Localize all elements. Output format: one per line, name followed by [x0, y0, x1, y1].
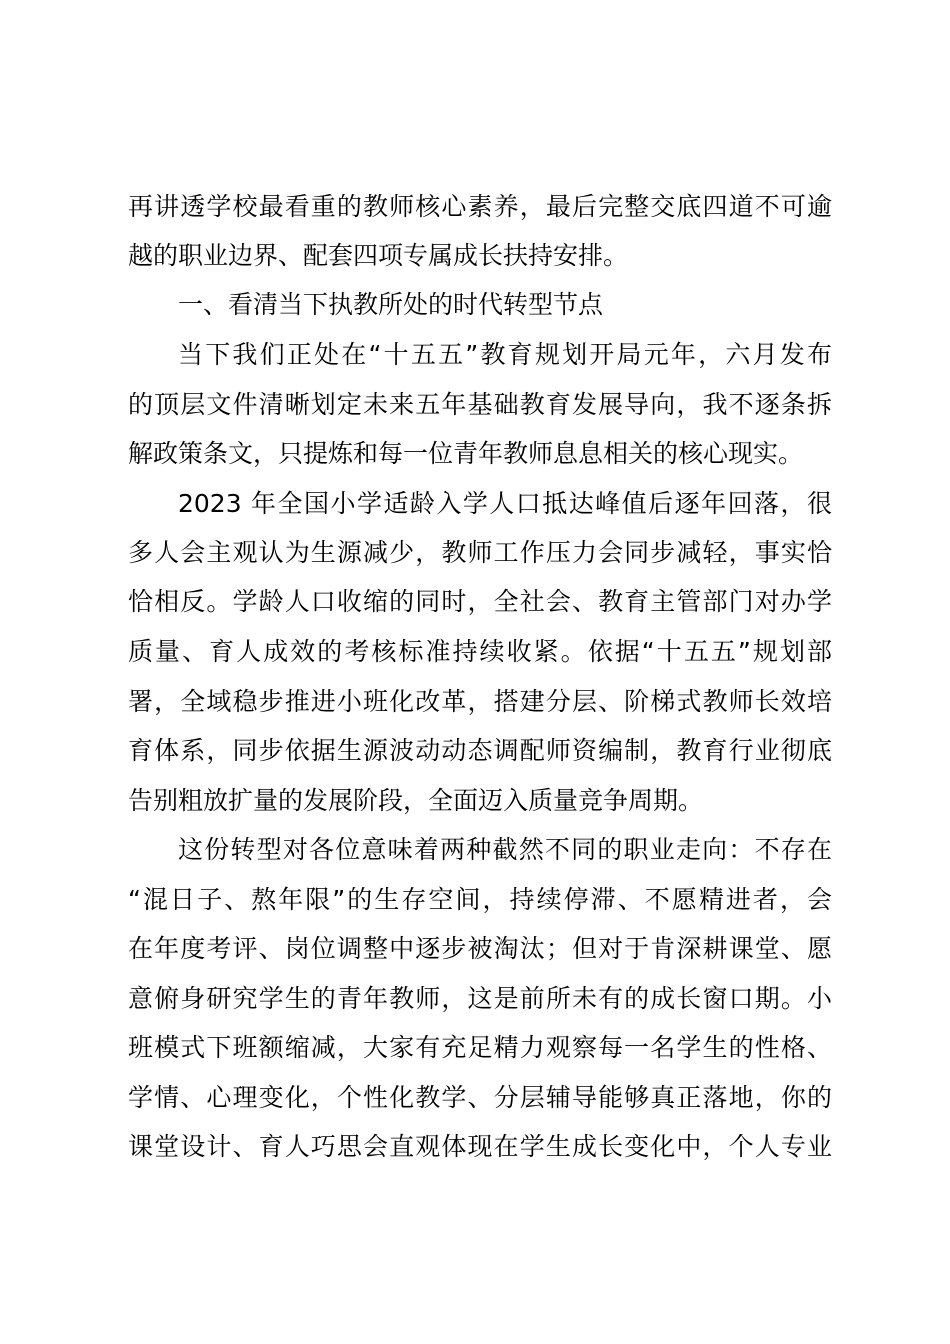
body-text-line: 越的职业边界、配套四项专属成长扶持安排。 — [128, 241, 629, 270]
body-text-line: 多人会主观认为生源减少，教师工作压力会同步减轻，事实恰 — [128, 538, 832, 567]
body-text-line: 育体系，同步依据生源波动动态调配师资编制，教育行业彻底 — [128, 736, 832, 765]
body-text-line: 在年度考评、岗位调整中逐步被淘汰；但对于肯深耕课堂、愿 — [128, 934, 832, 963]
body-text-line: 意俯身研究学生的青年教师，这是前所未有的成长窗口期。小 — [128, 984, 832, 1013]
section-heading: 一、看清当下执教所处的时代转型节点 — [178, 290, 604, 319]
body-text-line: 班模式下班额缩减，大家有充足精力观察每一名学生的性格、 — [128, 1033, 832, 1062]
body-text-line: 2023 年全国小学适龄入学人口抵达峰值后逐年回落，很 — [178, 489, 832, 518]
body-text-line: 恰相反。学龄人口收缩的同时，全社会、教育主管部门对办学 — [128, 587, 832, 616]
body-text-line: “混日子、熬年限”的生存空间，持续停滞、不愿精进者，会 — [128, 885, 832, 914]
body-text-line: 署，全域稳步推进小班化改革，搭建分层、阶梯式教师长效培 — [128, 687, 832, 716]
body-text-line: 学情、心理变化，个性化教学、分层辅导能够真正落地，你的 — [128, 1083, 832, 1112]
body-text-line: 再讲透学校最看重的教师核心素养，最后完整交底四道不可逾 — [128, 192, 832, 221]
body-text-line: 这份转型对各位意味着两种截然不同的职业走向：不存在 — [178, 835, 832, 864]
body-text-line: 解政策条文，只提炼和每一位青年教师息息相关的核心现实。 — [128, 439, 804, 468]
body-text-line: 的顶层文件清晰划定未来五年基础教育发展导向，我不逐条拆 — [128, 390, 832, 419]
body-text-line: 质量、育人成效的考核标准持续收紧。依据“十五五”规划部 — [128, 637, 832, 666]
body-text-line: 当下我们正处在“十五五”教育规划开局元年，六月发布 — [178, 340, 832, 369]
body-text-line: 课堂设计、育人巧思会直观体现在学生成长变化中，个人专业 — [128, 1132, 832, 1161]
body-text-line: 告别粗放扩量的发展阶段，全面迈入质量竞争周期。 — [128, 786, 704, 815]
